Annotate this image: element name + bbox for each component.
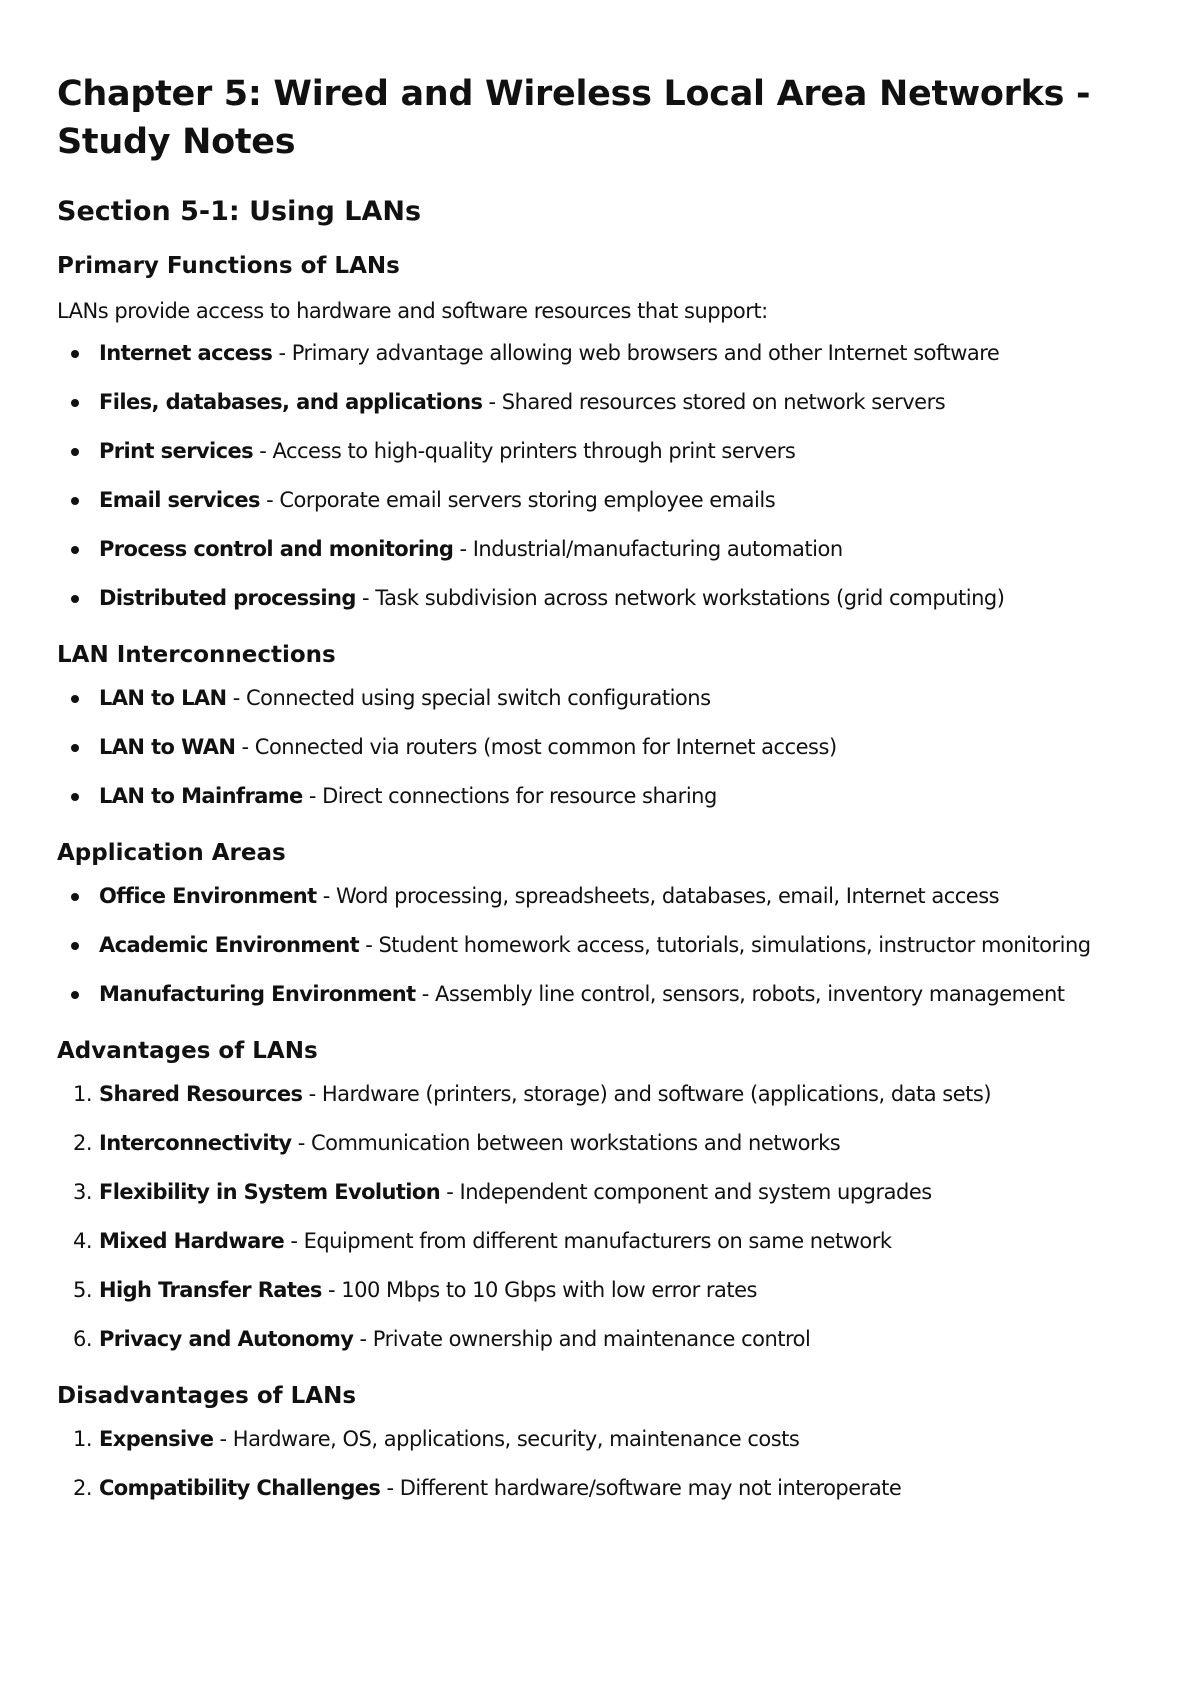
list-item <box>57 338 1140 368</box>
page-title: Chapter 5: Wired and Wireless Local Area Networks - Study Notes <box>57 74 1091 162</box>
list-item <box>57 1226 1140 1256</box>
list-item <box>57 485 1140 515</box>
item-desc: - Access to high-quality printers through print servers <box>253 439 796 463</box>
list-item <box>57 1128 1140 1158</box>
item-desc: - Primary advantage allowing web browsers and other Internet software <box>272 341 1000 365</box>
list-item <box>57 979 1140 1009</box>
application-areas-list <box>57 881 1140 1009</box>
item-desc: - Independent component and system upgrades <box>440 1180 932 1204</box>
item-term: LAN to Mainframe <box>99 784 303 808</box>
list-item <box>57 1424 1140 1454</box>
list-item <box>57 1275 1140 1305</box>
item-term: Process control and monitoring <box>99 537 454 561</box>
item-term: Internet access <box>99 341 273 365</box>
item-desc: - Corporate email servers storing employee emails <box>259 488 776 512</box>
list-item <box>57 387 1140 417</box>
item-desc: - Communication between workstations and networks <box>291 1131 841 1155</box>
item-number: 4. <box>73 1229 93 1253</box>
item-term: High Transfer Rates <box>99 1278 322 1302</box>
item-term: Office Environment <box>99 884 317 908</box>
item-desc: - Task subdivision across network workstations (grid computing) <box>355 586 1005 610</box>
list-item <box>57 534 1140 564</box>
item-number: 2. <box>73 1476 93 1500</box>
item-number: 5. <box>73 1278 93 1302</box>
list-item <box>57 436 1140 466</box>
item-term: Interconnectivity <box>99 1131 292 1155</box>
item-term: Compatibility Challenges <box>99 1476 381 1500</box>
list-item <box>57 583 1140 613</box>
primary-functions-list <box>57 338 1140 613</box>
item-term: Mixed Hardware <box>99 1229 285 1253</box>
item-term: Manufacturing Environment <box>99 982 416 1006</box>
list-item <box>57 1324 1140 1354</box>
item-term: Distributed processing <box>99 586 356 610</box>
list-item <box>57 1473 1140 1503</box>
list-item <box>57 1177 1140 1207</box>
item-term: Expensive <box>99 1427 214 1451</box>
item-desc: - Shared resources stored on network servers <box>482 390 946 414</box>
item-desc: - Equipment from different manufacturers on same network <box>284 1229 892 1253</box>
item-desc: - Connected via routers (most common for Internet access) <box>235 735 837 759</box>
item-desc: - 100 Mbps to 10 Gbps with low error rates <box>321 1278 758 1302</box>
list-item <box>57 1079 1140 1109</box>
item-number: 1. <box>73 1427 93 1451</box>
item-desc: - Assembly line control, sensors, robots, inventory management <box>415 982 1065 1006</box>
item-term: Academic Environment <box>99 933 360 957</box>
list-item <box>57 881 1140 911</box>
disadvantages-heading: Disadvantages of LANs <box>57 1383 357 1409</box>
item-number: 3. <box>73 1180 93 1204</box>
application-areas-heading: Application Areas <box>57 840 286 866</box>
item-desc: - Student homework access, tutorials, simulations, instructor monitoring <box>359 933 1091 957</box>
item-term: Files, databases, and applications <box>99 390 483 414</box>
item-term: Email services <box>99 488 260 512</box>
item-desc: - Hardware (printers, storage) and software (applications, data sets) <box>302 1082 992 1106</box>
section-heading: Section 5-1: Using LANs <box>57 196 422 227</box>
list-item <box>57 781 1140 811</box>
list-item <box>57 683 1140 713</box>
disadvantages-list <box>57 1424 1140 1503</box>
item-desc: - Connected using special switch configurations <box>226 686 711 710</box>
item-number: 2. <box>73 1131 93 1155</box>
item-term: Shared Resources <box>99 1082 303 1106</box>
advantages-list <box>57 1079 1140 1354</box>
item-number: 1. <box>73 1082 93 1106</box>
item-desc: - Hardware, OS, applications, security, maintenance costs <box>213 1427 800 1451</box>
item-desc: - Private ownership and maintenance control <box>353 1327 811 1351</box>
primary-functions-heading: Primary Functions of LANs <box>57 253 400 279</box>
primary-functions-intro: LANs provide access to hardware and software resources that support: <box>57 299 768 323</box>
item-desc: - Industrial/manufacturing automation <box>453 537 843 561</box>
item-desc: - Direct connections for resource sharing <box>302 784 717 808</box>
list-item <box>57 732 1140 762</box>
interconnections-heading: LAN Interconnections <box>57 642 336 668</box>
list-item <box>57 930 1140 960</box>
item-term: LAN to LAN <box>99 686 227 710</box>
item-term: Flexibility in System Evolution <box>99 1180 441 1204</box>
item-number: 6. <box>73 1327 93 1351</box>
item-term: Privacy and Autonomy <box>99 1327 354 1351</box>
item-desc: - Different hardware/software may not interoperate <box>380 1476 902 1500</box>
item-desc: - Word processing, spreadsheets, databases, email, Internet access <box>316 884 1000 908</box>
item-term: Print services <box>99 439 254 463</box>
interconnections-list <box>57 683 1140 811</box>
item-term: LAN to WAN <box>99 735 236 759</box>
advantages-heading: Advantages of LANs <box>57 1038 318 1064</box>
